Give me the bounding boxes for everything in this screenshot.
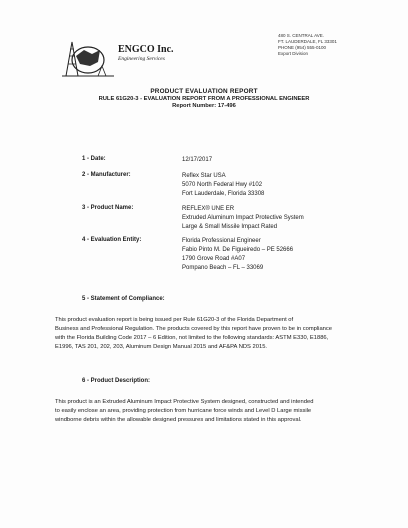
product-line: REFLEX® UNE ER (182, 206, 235, 212)
paragraph-line: Business and Professional Regulation. The products covered by this report have proven to be in compliance (55, 326, 333, 332)
paragraph-line: windborne debris within the allowable designed pressures and limitations stated in this approval. (55, 417, 302, 423)
contact-line: Export Division (278, 51, 309, 56)
product-line: Large & Small Missile Impact Rated (182, 224, 278, 230)
description-paragraph (55, 398, 385, 425)
field-label: 3 - Product Name: (82, 205, 134, 211)
company-name: ENGCO Inc. (118, 44, 174, 55)
paragraph-line: This product is an Extruded Aluminum Impact Protective System designed, constructed and intended (55, 399, 314, 405)
report-title: PRODUCT EVALUATION REPORT (150, 88, 258, 95)
field-label: 1 - Date: (82, 156, 106, 162)
paragraph-line: with the Florida Building Code 2017 – 6 Edition, not limited to the following standards: ASTM E330, E1886, (55, 335, 329, 341)
company-tagline: Engineering Services (118, 56, 165, 62)
field-label: 4 - Evaluation Entity: (82, 237, 142, 243)
report-number: Report Number: 17-496 (172, 103, 236, 109)
field-value (182, 156, 212, 165)
field-label: 2 - Manufacturer: (82, 172, 131, 178)
paragraph-line: E1996, TAS 201, 202, 203, Aluminum Design Manual 2015 and AF&PA NDS 2015. (55, 344, 268, 350)
compliance-paragraph (55, 316, 385, 352)
company-logo-icon (58, 36, 116, 78)
manufacturer-line: Fort Lauderdale, Florida 33308 (182, 191, 265, 197)
section-heading-description: 6 - Product Description: (82, 378, 151, 384)
field-value (182, 205, 304, 232)
field-value (182, 237, 293, 273)
paragraph-line: to easily enclose an area, providing protection from hurricane force winds and Level D Large missile (55, 408, 312, 414)
section-heading-compliance: 5 - Statement of Compliance: (82, 296, 165, 302)
report-rule: RULE 61G20-3 - EVALUATION REPORT FROM A PROFESSIONAL ENGINEER (98, 96, 310, 102)
manufacturer-line: Reflex Star USA (182, 173, 226, 179)
company-block (118, 44, 174, 62)
paragraph-line: This product evaluation report is being issued per Rule 61G20-3 of the Florida Department of (55, 317, 294, 323)
entity-line: Florida Professional Engineer (182, 238, 261, 244)
contact-line: 480 S. CENTRAL AVE. (278, 33, 325, 38)
contact-block (278, 33, 337, 57)
contact-line: FT. LAUDERDALE, FL 33301 (278, 39, 337, 44)
manufacturer-line: 5070 North Federal Hwy #102 (182, 182, 263, 188)
entity-line: Pompano Beach – FL – 33069 (182, 265, 264, 271)
field-value (182, 172, 264, 199)
contact-line: PHONE (954) 555-0100 (278, 45, 327, 50)
entity-line: 1790 Grove Road #A07 (182, 256, 246, 262)
product-line: Extruded Aluminum Impact Protective System (182, 215, 304, 221)
entity-line: Fabio Pinto M. De Figueiredo – PE 52666 (182, 247, 294, 253)
date-value: 12/17/2017 (182, 157, 213, 163)
report-titles (0, 88, 408, 109)
